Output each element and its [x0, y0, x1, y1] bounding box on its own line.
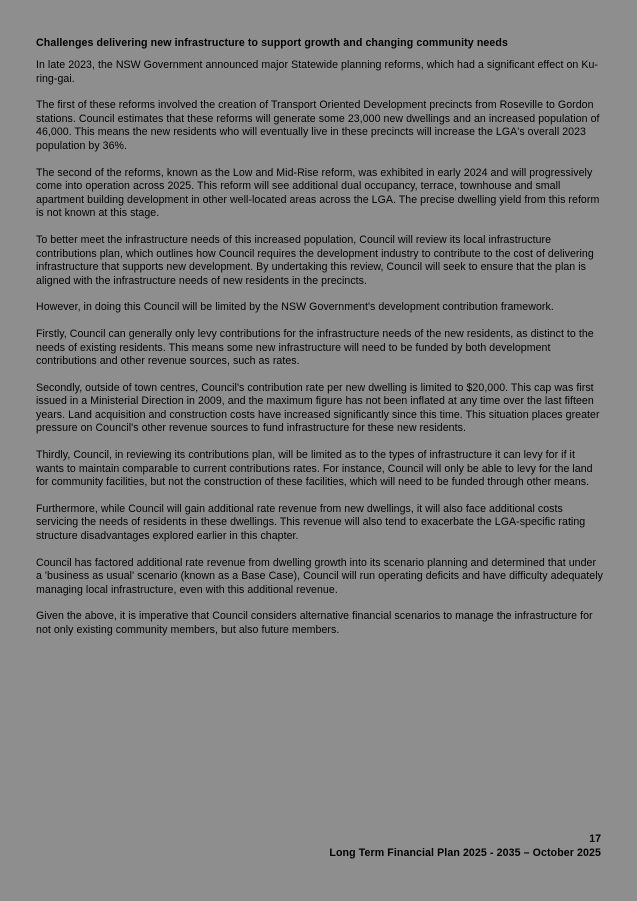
paragraph: In late 2023, the NSW Government announced major Statewide planning reforms, which had a significant effect on Ku-ring-gai.	[36, 59, 598, 85]
paragraph: The first of these reforms involved the creation of Transport Oriented Development precincts from Roseville to Gordon stations. Council estimates that these reforms will generate some 23,000 new dwellings and an increased population of 46,000. This means the new residents who will eventually live in these precincts will increase the LGA's overall 2023 population by 36%.	[36, 99, 600, 152]
paragraph: To better meet the infrastructure needs of this increased population, Council will review its local infrastructure contributions plan, which outlines how Council requires the development industry to contribute to the cost of delivering infrastructure that supports new development. By undertaking this review, Council will seek to ensure that the plan is aligned with the infrastructure needs of new residents in the precincts.	[36, 233, 594, 287]
paragraph: Given the above, it is imperative that Council considers alternative financial scenarios to manage the infrastructure for not only existing community members, but also future members.	[36, 610, 593, 636]
page-number: 17	[589, 833, 601, 845]
paragraph: Furthermore, while Council will gain additional rate revenue from new dwellings, it will also face additional costs servicing the needs of residents in these dwellings. This revenue will also tend to exacerbate the LGA-specific rating structure disadvantages explored earlier in this chapter.	[36, 502, 586, 543]
page-body	[36, 37, 603, 651]
document-title: Long Term Financial Plan 2025 - 2035 – October 2025	[329, 846, 601, 859]
paragraph: The second of the reforms, known as the Low and Mid-Rise reform, was exhibited in early 2024 and will progressively come into operation across 2025. This reform will see additional dual occupancy, terrace, townhouse and small apartment building development in other well-located areas across the LGA. The precise dwelling yield from this reform is not known at this stage.	[36, 166, 600, 220]
paragraph: However, in doing this Council will be limited by the NSW Government's development contribution framework.	[36, 301, 554, 314]
page-footer	[329, 833, 601, 860]
paragraph: Firstly, Council can generally only levy contributions for the infrastructure needs of the new residents, as distinct to the needs of existing residents. This means some new infrastructure will need to be funded by both development contributions and other revenue sources, such as rates.	[36, 327, 594, 368]
paragraph: Council has factored additional rate revenue from dwelling growth into its scenario planning and determined that under a 'business as usual' scenario (known as a Base Case), Council will run operating deficits and have difficulty adequately managing local infrastructure, even with this additional revenue.	[36, 556, 603, 596]
paragraph: Thirdly, Council, in reviewing its contributions plan, will be limited as to the types of infrastructure it can levy for if it wants to maintain comparable to current contributions rates. For instance, Council will only be able to levy for the land for community facilities, but not the construction of these facilities, which will need to be funded through other means.	[36, 449, 593, 489]
section-heading: Challenges delivering new infrastructure to support growth and changing community needs	[36, 37, 508, 49]
paragraph: Secondly, outside of town centres, Council's contribution rate per new dwelling is limited to $20,000. This cap was first issued in a Ministerial Direction in 2009, and the maximum figure has not been inflated at any time over the last fifteen years. Land acquisition and construction costs have increased significantly since this time. This situation places greater pressure on Council's other revenue sources to fund infrastructure for these new residents.	[36, 381, 600, 435]
